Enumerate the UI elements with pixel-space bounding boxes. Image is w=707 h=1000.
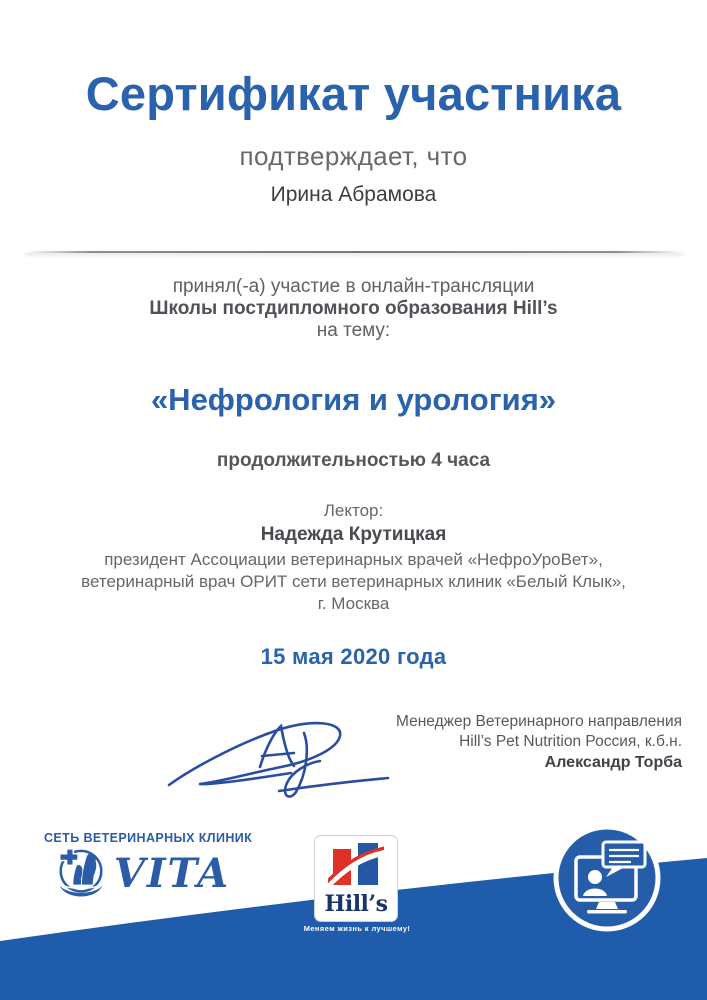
hills-slogan: Меняем жизнь к лучшему! (303, 924, 411, 933)
signer-role-2: Hill’s Pet Nutrition Россия, к.б.н. (459, 733, 682, 750)
signature-scribble (163, 703, 393, 808)
signer-name: Александр Торба (544, 754, 682, 771)
event-date: 15 мая 2020 года (260, 644, 447, 669)
vita-wordmark: VITA (113, 850, 231, 897)
online-broadcast-icon (551, 822, 663, 934)
participation-line-2: Школы постдипломного образования Hill’s (149, 298, 558, 319)
vita-emblem-icon (52, 846, 110, 902)
signer-block (396, 712, 682, 773)
lecturer-name: Надежда Крутицкая (260, 524, 447, 545)
lecturer-credential-1: президент Ассоциации ветеринарных врачей «НефроУроВет», (104, 550, 603, 569)
certificate-title: Сертификат участника (85, 67, 622, 120)
lecturer-label: Лектор: (323, 501, 384, 520)
hills-logo (314, 835, 398, 922)
lecturer-credential-3: г. Москва (317, 594, 390, 613)
participant-name: Ирина Абрамова (270, 183, 437, 206)
course-duration: продолжительностью 4 часа (216, 450, 491, 471)
vita-network-label: СЕТЬ ВЕТЕРИНАРНЫХ КЛИНИК (44, 831, 253, 845)
hills-wordmark: Hill’s (324, 891, 388, 917)
vita-logo (44, 831, 253, 902)
course-topic: «Нефрология и урология» (150, 382, 557, 417)
lecturer-credential-2: ветеринарный врач ОРИТ сети ветеринарных клиник «Белый Клык», (81, 572, 626, 591)
section-divider (25, 251, 683, 253)
signer-role-1: Менеджер Ветеринарного направления (396, 713, 682, 730)
participation-line-1: принял(-а) участие в онлайн-трансляции (172, 276, 535, 297)
participation-statement (0, 276, 707, 342)
confirmation-label: подтверждает, что (239, 141, 468, 171)
lecturer-block (0, 500, 707, 615)
participation-line-3: на тему: (316, 320, 391, 341)
hills-mark-icon (328, 841, 384, 895)
